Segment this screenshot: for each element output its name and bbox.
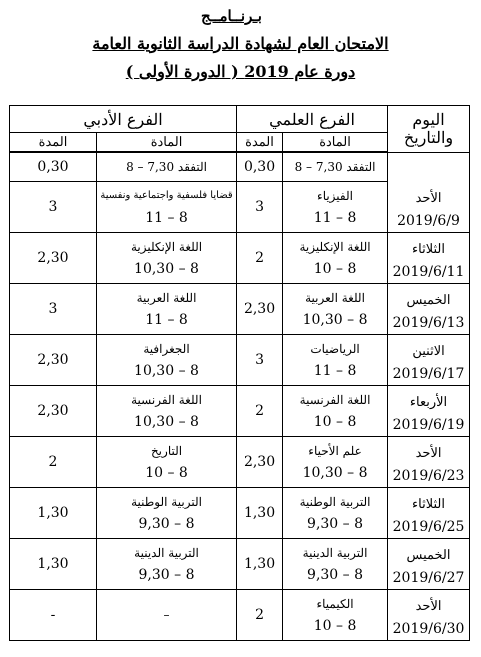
sci-time: 8 – 10 xyxy=(313,261,357,277)
lit-time: 8 – 10,30 xyxy=(134,261,199,277)
lit-duration: 3 xyxy=(10,284,97,335)
exam-date: 2019/6/17 xyxy=(392,366,465,382)
day-date-cell xyxy=(388,590,470,641)
exam-date: 2019/6/23 xyxy=(392,468,465,484)
session-title: دورة عام 2019 ( الدورة الأولى ) xyxy=(125,62,356,81)
day-name: الثلاثاء xyxy=(412,242,445,257)
sci-time: 8 – 10 xyxy=(313,414,357,430)
exam-date: 2019/6/19 xyxy=(392,417,465,433)
table-row xyxy=(10,335,470,386)
table-row xyxy=(10,152,470,182)
sci-time: 8 – 10,30 xyxy=(302,465,368,481)
document-subtitle: الامتحان العام لشهادة الدراسة الثانوية العامة xyxy=(92,34,389,53)
lit-duration: 2 xyxy=(10,437,97,488)
sci-subject: التفقد 7,30 – 8 xyxy=(294,160,376,174)
header-literary-branch: الفرع الأدبي xyxy=(10,106,237,133)
exam-date: 2019/6/13 xyxy=(392,315,465,331)
sci-subject-cell xyxy=(283,152,388,182)
sci-duration: 1,30 xyxy=(237,539,283,590)
sci-duration: 0,30 xyxy=(237,152,283,182)
lit-subject: اللغة الفرنسية xyxy=(131,393,202,407)
sci-subject: اللغة العربية xyxy=(305,291,365,305)
header-day-date: اليوم والتاريخ xyxy=(388,106,470,153)
day-date-cell xyxy=(388,284,470,335)
lit-subject: التاريخ xyxy=(150,444,183,458)
header-sci-duration: المدة xyxy=(237,133,283,153)
lit-duration: 1,30 xyxy=(10,488,97,539)
day-name: الخميس xyxy=(406,293,451,308)
lit-duration: 2,30 xyxy=(10,233,97,284)
exam-schedule-table xyxy=(9,105,470,641)
sci-duration: 3 xyxy=(237,182,283,233)
lit-subject-cell xyxy=(97,284,237,335)
lit-subject-cell xyxy=(97,488,237,539)
sci-time: 8 – 10 xyxy=(313,618,357,634)
lit-subject: – xyxy=(163,608,170,622)
sci-subject-cell xyxy=(283,284,388,335)
day-date-cell xyxy=(388,335,470,386)
table-row xyxy=(10,386,470,437)
document-header xyxy=(0,6,481,85)
lit-duration: 2,30 xyxy=(10,335,97,386)
table-row xyxy=(10,539,470,590)
sci-subject: الفيزياء xyxy=(317,189,353,203)
sci-duration: 2,30 xyxy=(237,437,283,488)
day-date-cell xyxy=(388,488,470,539)
lit-subject-cell xyxy=(97,335,237,386)
day-name: الأربعاء xyxy=(409,395,448,410)
sci-subject: الكيمياء xyxy=(316,597,354,611)
table-row xyxy=(10,437,470,488)
day-name: الأحد xyxy=(415,446,442,461)
table-row xyxy=(10,284,470,335)
table-row xyxy=(10,488,470,539)
sci-subject-cell xyxy=(283,590,388,641)
sci-subject: علم الأحياء xyxy=(308,444,362,458)
lit-subject: اللغة الإنكليزية xyxy=(130,240,203,254)
sci-subject: التربية الوطنية xyxy=(299,495,371,509)
sci-subject: اللغة الفرنسية xyxy=(299,393,371,407)
lit-time: 8 – 9,30 xyxy=(138,567,195,583)
header-science-branch: الفرع العلمي xyxy=(237,106,388,133)
sci-subject-cell xyxy=(283,233,388,284)
lit-time: 8 – 9,30 xyxy=(138,516,195,532)
lit-time: 8 – 10,30 xyxy=(134,414,199,430)
sci-time: 8 – 10,30 xyxy=(302,312,368,328)
exam-date: 2019/6/27 xyxy=(392,570,465,586)
sci-duration: 2 xyxy=(237,590,283,641)
sci-subject-cell xyxy=(283,335,388,386)
exam-date: 2019/6/25 xyxy=(392,519,465,535)
lit-duration: 0,30 xyxy=(10,152,97,182)
lit-subject-cell xyxy=(97,386,237,437)
sci-time: 8 – 9,30 xyxy=(307,516,364,532)
sci-subject-cell xyxy=(283,386,388,437)
lit-subject-cell xyxy=(97,590,237,641)
sci-time: 8 – 9,30 xyxy=(307,567,364,583)
day-name: الأحد xyxy=(415,599,442,614)
sci-time: 8 – 11 xyxy=(313,210,357,226)
sci-duration: 1,30 xyxy=(237,488,283,539)
document-title: بـرنــامــج xyxy=(201,7,262,25)
exam-date: 2019/6/11 xyxy=(392,264,465,280)
day-date-cell xyxy=(388,233,470,284)
table-row xyxy=(10,233,470,284)
sci-duration: 2 xyxy=(237,386,283,437)
sci-duration: 2,30 xyxy=(237,284,283,335)
sci-subject-cell xyxy=(283,539,388,590)
sci-subject-cell xyxy=(283,182,388,233)
day-name: الاثنين xyxy=(412,344,445,359)
sci-subject: التربية الدينية xyxy=(302,546,368,560)
lit-subject: اللغة العربية xyxy=(136,291,197,305)
sci-subject-cell xyxy=(283,437,388,488)
sci-time: 8 – 11 xyxy=(313,363,357,379)
lit-subject-cell xyxy=(97,152,237,182)
lit-time: 8 – 11 xyxy=(145,312,188,328)
lit-time: 8 – 10 xyxy=(145,465,188,481)
lit-duration: 1,30 xyxy=(10,539,97,590)
sci-duration: 3 xyxy=(237,335,283,386)
lit-subject-cell xyxy=(97,437,237,488)
lit-time: 8 – 10,30 xyxy=(134,363,199,379)
lit-subject: التفقد 7,30 – 8 xyxy=(126,160,207,174)
sci-subject: اللغة الإنكليزية xyxy=(299,240,371,254)
header-sci-subject: المادة xyxy=(283,133,388,153)
day-date-cell xyxy=(388,152,470,233)
day-date-cell xyxy=(388,386,470,437)
lit-subject-cell xyxy=(97,539,237,590)
table-row xyxy=(10,590,470,641)
day-name: الأحد xyxy=(415,191,442,206)
exam-date: 2019/6/9 xyxy=(397,213,460,229)
exam-date: 2019/6/30 xyxy=(392,621,465,637)
header-lit-subject: المادة xyxy=(97,133,237,153)
day-date-cell xyxy=(388,539,470,590)
lit-subject-cell xyxy=(97,182,237,233)
lit-subject: التربية الوطنية xyxy=(131,495,202,509)
day-name: الخميس xyxy=(406,548,451,563)
day-name: الثلاثاء xyxy=(412,497,445,512)
sci-duration: 2 xyxy=(237,233,283,284)
lit-time: 8 – 11 xyxy=(145,210,188,226)
lit-duration: - xyxy=(10,590,97,641)
lit-duration: 3 xyxy=(10,182,97,233)
lit-duration: 2,30 xyxy=(10,386,97,437)
day-date-cell xyxy=(388,437,470,488)
sci-subject-cell xyxy=(283,488,388,539)
lit-subject: قضايا فلسفية واجتماعية ونفسية xyxy=(100,190,233,201)
lit-subject: الجغرافية xyxy=(143,342,190,356)
lit-subject: التربية الدينية xyxy=(134,546,199,560)
sci-subject: الرياضيات xyxy=(310,342,360,356)
lit-subject-cell xyxy=(97,233,237,284)
header-lit-duration: المدة xyxy=(10,133,97,153)
